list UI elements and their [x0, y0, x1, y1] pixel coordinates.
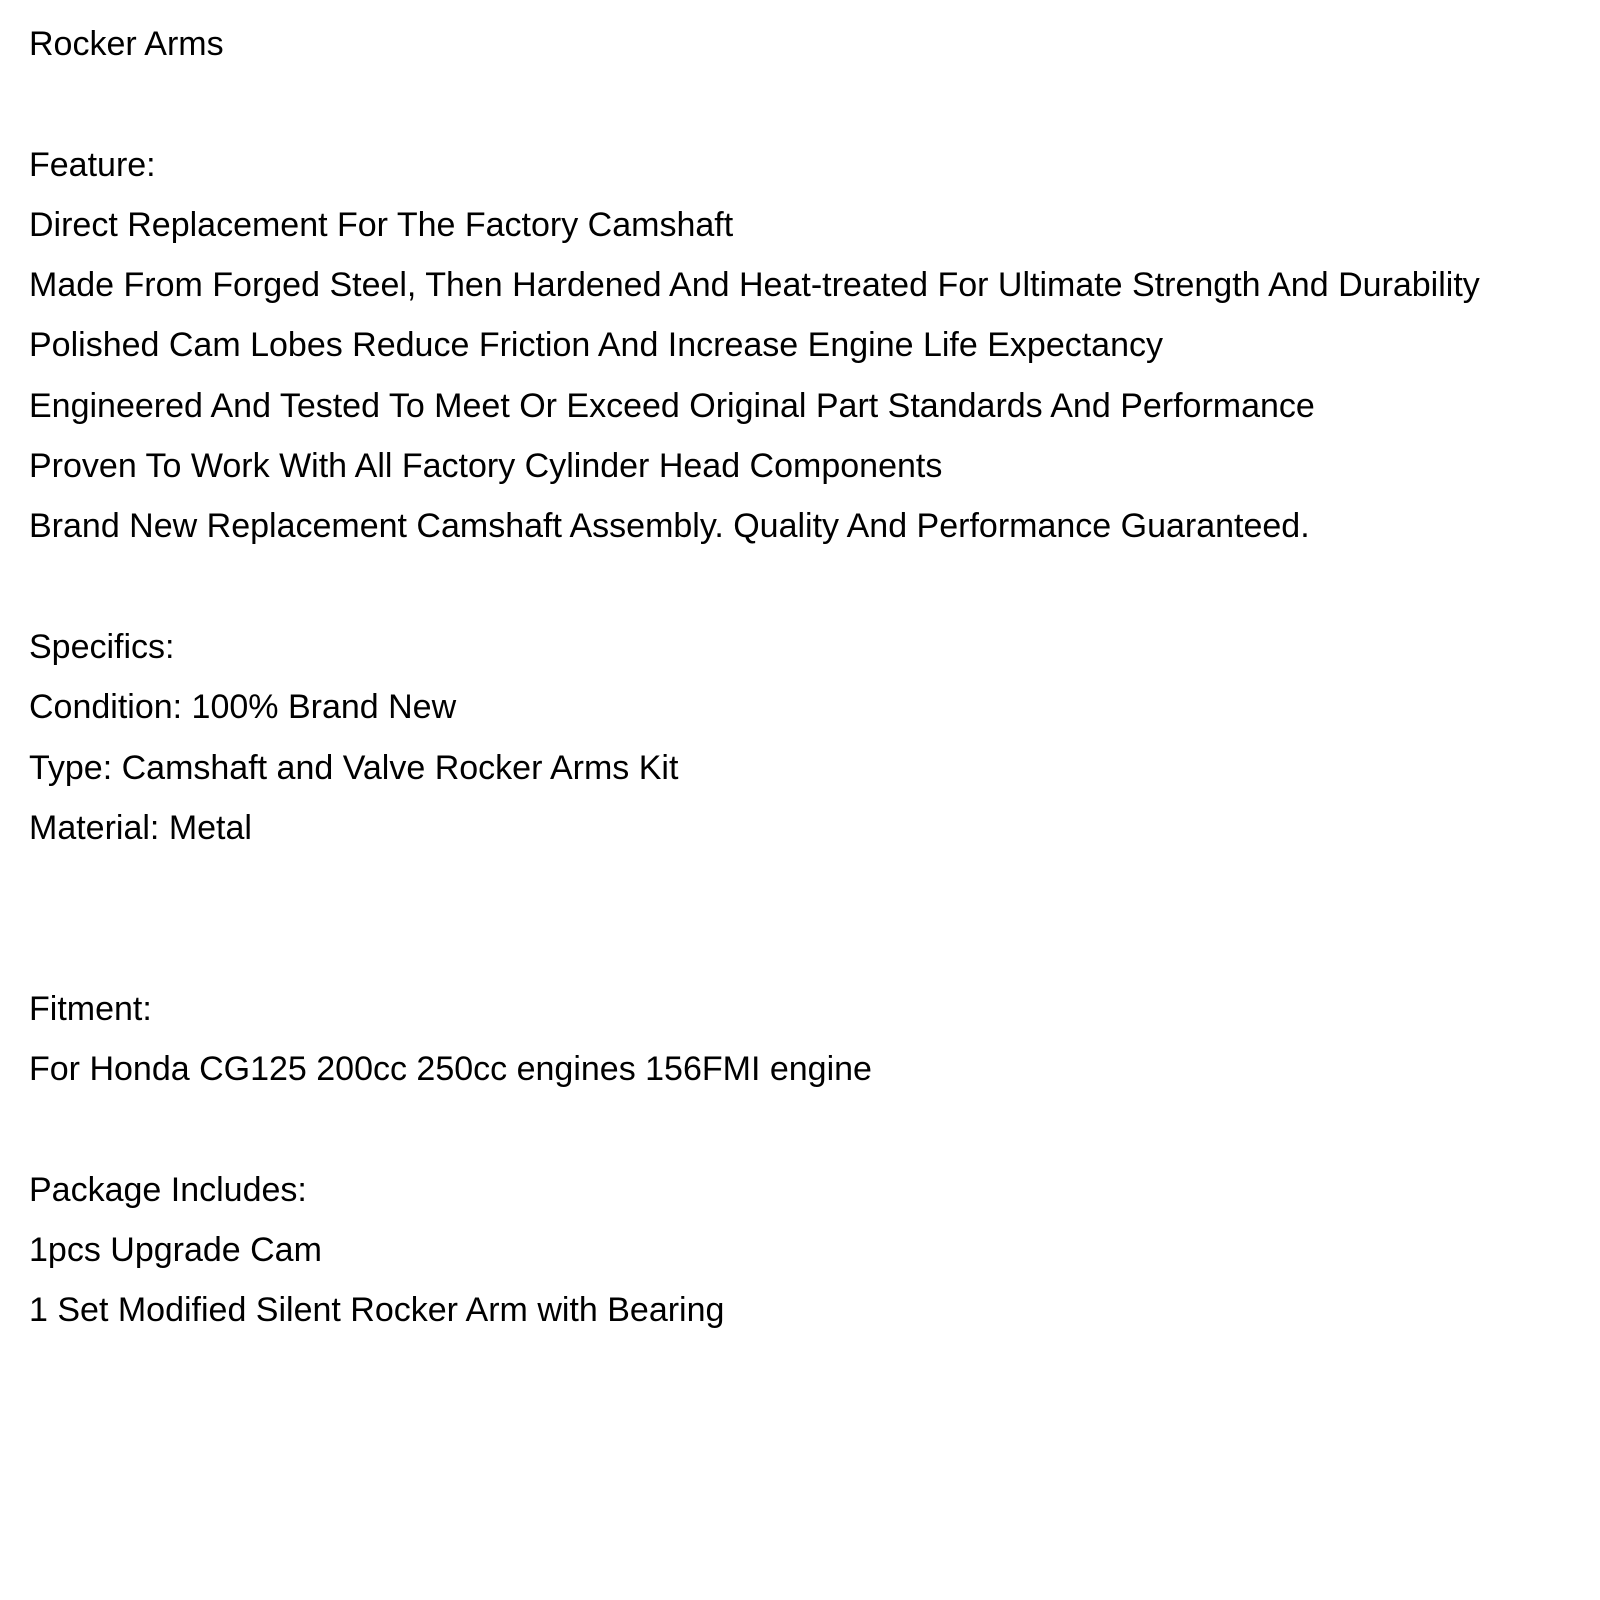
spacer	[29, 866, 1594, 987]
specifics-item: Material: Metal	[29, 808, 252, 847]
fitment-heading: Fitment:	[29, 989, 152, 1028]
package-heading: Package Includes:	[29, 1170, 307, 1209]
feature-item: Brand New Replacement Camshaft Assembly. Quality And Performance Guaranteed.	[29, 507, 1310, 546]
specifics-item: Condition: 100% Brand New	[29, 688, 457, 727]
feature-item: Polished Cam Lobes Reduce Friction And Increase Engine Life Expectancy	[29, 326, 1163, 365]
feature-heading: Feature:	[29, 145, 156, 184]
product-description	[29, 22, 1594, 1349]
feature-item: Direct Replacement For The Factory Camshaft	[29, 205, 734, 244]
specifics-heading: Specifics:	[29, 627, 175, 666]
package-item: 1pcs Upgrade Cam	[29, 1230, 322, 1269]
document-title: Rocker Arms	[29, 25, 224, 63]
feature-item: Proven To Work With All Factory Cylinder Head Components	[29, 447, 943, 486]
specifics-item: Type: Camshaft and Valve Rocker Arms Kit	[29, 748, 679, 787]
spacer	[29, 82, 1594, 142]
fitment-item: For Honda CG125 200cc 250cc engines 156FMI engine	[29, 1050, 872, 1089]
spacer	[29, 565, 1594, 625]
spacer	[29, 1107, 1594, 1167]
package-item: 1 Set Modified Silent Rocker Arm with Bearing	[29, 1291, 725, 1330]
feature-item: Engineered And Tested To Meet Or Exceed Original Part Standards And Performance	[29, 386, 1315, 425]
feature-item: Made From Forged Steel, Then Hardened And Heat-treated For Ultimate Strength And Durability	[29, 266, 1480, 305]
